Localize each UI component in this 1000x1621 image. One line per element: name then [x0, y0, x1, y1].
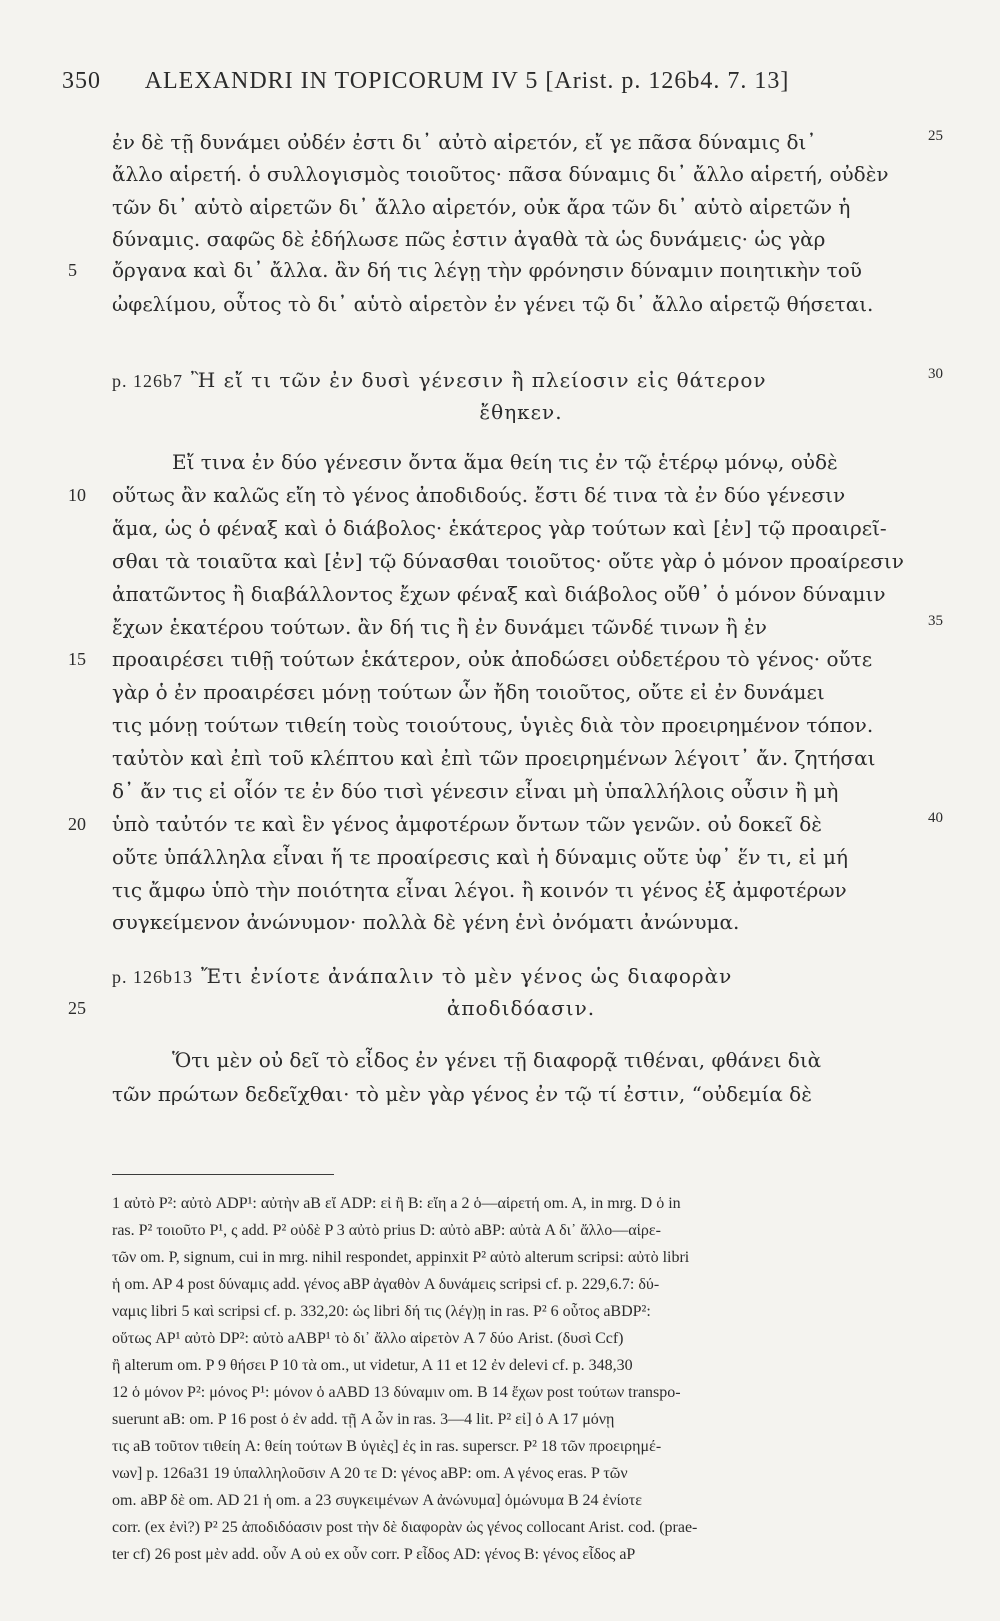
footnote-line: om. aBP δὲ om. AD 21 ἡ om. a 23 συγκειμένων A ἀνώνυμα] ὁμώνυμα B 24 ἐνίοτε: [112, 1492, 642, 1509]
text-line: [112, 398, 930, 426]
line-number: 25: [68, 998, 86, 1018]
text-line: [112, 810, 930, 838]
text-line: [112, 193, 930, 221]
footnote-rule: [112, 1174, 334, 1175]
text-line: [112, 448, 930, 476]
text-line: [112, 128, 930, 156]
line-text: ἔχων ἑκατέρου τούτων. ἂν δή τις ἢ ἐν δυνάμει τῶνδέ τινων ἢ ἐν: [112, 615, 767, 639]
footnote-line: νων] p. 126a31 19 ὑπαλληλοῦσιν A 20 τε D: γένος aBP: om. A γένος eras. P τῶν: [112, 1465, 628, 1482]
text-line: [112, 744, 930, 772]
line-text: τις ἄμφω ὑπὸ τὴν ποιότητα εἶναι λέγοι. ἢ κοινόν τι γένος ἐξ ἀμφοτέρων: [112, 878, 847, 902]
footnote-line: ras. P² τοιοῦτο P¹, ς add. P² οὐδὲ P 3 αὐτὸ prius D: αὐτὸ aBP: αὐτὰ A δι᾽ ἄλλο—αἱρε-: [112, 1222, 661, 1239]
running-header: [62, 68, 940, 95]
line-text: γὰρ ὁ ἐν προαιρέσει μόνῃ τούτων ὧν ἤδη τοιοῦτος, οὔτε εἰ ἐν δυνάμει: [112, 680, 825, 704]
line-text: ὄργανα καὶ δι᾽ ἄλλα. ἂν δή τις λέγῃ τὴν φρόνησιν δύναμιν ποιητικὴν τοῦ: [112, 258, 862, 282]
text-line: [112, 994, 930, 1022]
text-line: [112, 481, 930, 509]
line-number: 15: [68, 649, 86, 669]
footnote-line: 12 ὁ μόνον P²: μόνος P¹: μόνον ὁ aABD 13 δύναμιν om. B 14 ἔχων post τούτων transpo-: [112, 1384, 681, 1401]
margin-line-number: 30: [928, 366, 943, 382]
line-number: 10: [68, 485, 86, 505]
line-text: Ἔτι ἐνίοτε ἀνάπαλιν τὸ μὲν γένος ὡς διαφορὰν: [201, 964, 733, 988]
margin-line-number: 25: [928, 128, 943, 144]
line-text: δύναμις. σαφῶς δὲ ἐδήλωσε πῶς ἐστιν ἀγαθὰ τὰ ὡς δυνάμεις· ὡς γὰρ: [112, 227, 826, 251]
footnote-line: οὕτως AP¹ αὐτὸ DP²: αὐτὸ aABP¹ τὸ δι᾽ ἄλλο αἱρετὸν A 7 δύο Arist. (δυσὶ Ccf): [112, 1330, 624, 1347]
text-line: [112, 645, 930, 673]
footnote-line: corr. (ex ἐνὶ?) P² 25 ἀποδιδόασιν post τὴν δὲ διαφορὰν ὡς γένος collocant Arist. cod. (prae-: [112, 1519, 698, 1536]
line-text: Ὅτι μὲν οὐ δεῖ τὸ εἶδος ἐν γένει τῇ διαφορᾷ τιθέναι, φθάνει διὰ: [172, 1048, 822, 1072]
line-text: ταὐτὸν καὶ ἐπὶ τοῦ κλέπτου καὶ ἐπὶ τῶν προειρημένων λέγοιτ᾽ ἄν. ζητήσαι: [112, 746, 876, 770]
text-line: [112, 366, 930, 395]
line-text: σθαι τὰ τοιαῦτα καὶ [ἐν] τῷ δύνασθαι τοιοῦτος· οὔτε γὰρ ὁ μόνον προαίρεσιν: [112, 549, 904, 573]
text-line: [112, 1080, 930, 1108]
footnote-line: suerunt aB: om. P 16 post ὁ ἐν add. τῇ A ὧν in ras. 3—4 lit. P² εἰ] ὁ A 17 μόνῃ: [112, 1411, 615, 1428]
text-line: [112, 514, 930, 542]
line-text: ὑπὸ ταὐτόν τε καὶ ἓν γένος ἀμφοτέρων ὄντων τῶν γενῶν. οὐ δοκεῖ δὲ: [112, 812, 823, 836]
line-text: ἀπατῶντος ἢ διαβάλλοντος ἔχων φέναξ καὶ διάβολος οὔθ᾽ ὁ μόνον δύναμιν: [112, 582, 886, 606]
footnote-line: 1 αὐτὸ P²: αὐτὸ ADP¹: αὐτὴν aB εἴ ADP: εἰ ἢ B: εἴη a 2 ὁ—αἱρετή om. A, in mrg. D ὁ in: [112, 1195, 681, 1212]
line-text: οὕτως ἂν καλῶς εἴη τὸ γένος ἀποδιδούς. ἔστι δέ τινα τὰ ἐν δύο γένεσιν: [112, 483, 846, 507]
line-text: Ἢ εἴ τι τῶν ἐν δυσὶ γένεσιν ἢ πλείοσιν εἰς θάτερον: [191, 368, 767, 392]
footnote-line: τις aB τοῦτον τιθείη A: θείη τούτων B ὑγιὲς] ἐς in ras. superscr. P² 18 τῶν προειρημέ-: [112, 1438, 662, 1455]
text-line: [112, 160, 930, 188]
text-line: [112, 777, 930, 805]
footnote-line: τῶν om. P, signum, cui in mrg. nihil respondet, appinxit P² αὐτὸ alterum scripsi: αὐτὸ libri: [112, 1249, 690, 1266]
text-line: [112, 678, 930, 706]
line-number: 20: [68, 814, 86, 834]
text-line: [112, 843, 930, 871]
footnote-line: ter cf) 26 post μὲν add. οὖν A οὐ ex οὖν corr. P εἶδος AD: γένος B: γένος εἶδος aP: [112, 1546, 636, 1563]
footnote-line: ἢ alterum om. P 9 θήσει P 10 τὰ om., ut videtur, A 11 et 12 ἐν delevi cf. p. 348,30: [112, 1357, 633, 1374]
text-line: [112, 256, 930, 284]
line-text: ὠφελίμου, οὗτος τὸ δι᾽ αὑτὸ αἱρετὸν ἐν γένει τῷ δι᾽ ἄλλο αἱρετῷ θήσεται.: [112, 292, 874, 316]
line-text: ἄλλο αἱρετή. ὁ συλλογισμὸς τοιοῦτος· πᾶσα δύναμις δι᾽ ἄλλο αἱρετή, οὐδὲν: [112, 162, 889, 186]
text-line: [112, 1046, 930, 1074]
text-line: [112, 711, 930, 739]
running-title: ALEXANDRI IN TOPICORUM IV 5 [Arist. p. 126b4. 7. 13]: [144, 68, 790, 94]
page-number: 350: [62, 68, 101, 94]
line-text: προαιρέσει τιθῇ τούτων ἑκάτερον, οὐκ ἀποδώσει οὐδετέρου τὸ γένος· οὔτε: [112, 647, 873, 671]
footnote-line: ναμις libri 5 καὶ scripsi cf. p. 332,20: ὡς libri δή τις (λέγ)ῃ in ras. P² 6 οὗτος aBDP²:: [112, 1303, 651, 1320]
line-text: ἐν δὲ τῇ δυνάμει οὐδέν ἐστι δι᾽ αὐτὸ αἱρετόν, εἴ γε πᾶσα δύναμις δι᾽: [112, 130, 817, 154]
line-text: τις μόνῃ τούτων τιθείη τοὺς τοιούτους, ὑγιὲς διὰ τὸν προειρημένον τόπον.: [112, 713, 874, 737]
margin-line-number: 35: [928, 613, 943, 629]
text-line: [112, 225, 930, 253]
text-line: [112, 876, 930, 904]
margin-line-number: 40: [928, 810, 943, 826]
footnote-line: ἡ om. AP 4 post δύναμις add. γένος aBP ἀγαθὸν A δυνάμεις scripsi cf. p. 229,6.7: δύ-: [112, 1276, 660, 1293]
text-line: [112, 580, 930, 608]
line-text: ἀποδιδόασιν.: [446, 996, 596, 1020]
text-line: [112, 908, 930, 936]
aristotle-reference: p. 126b7: [112, 371, 183, 391]
line-text: Εἴ τινα ἐν δύο γένεσιν ὄντα ἅμα θείη τις ἐν τῷ ἑτέρῳ μόνῳ, οὐδὲ: [172, 450, 838, 474]
text-line: [112, 290, 930, 318]
text-line: [112, 613, 930, 641]
line-text: συγκείμενον ἀνώνυμον· πολλὰ δὲ γένη ἑνὶ ὀνόματι ἀνώνυμα.: [112, 910, 740, 934]
line-text: δ᾽ ἄν τις εἰ οἷόν τε ἐν δύο τισὶ γένεσιν εἶναι μὴ ὑπαλλήλοις οὖσιν ἢ μὴ: [112, 779, 839, 803]
line-text: οὔτε ὑπάλληλα εἶναι ἥ τε προαίρεσις καὶ ἡ δύναμις οὔτε ὑφ᾽ ἕν τι, εἰ μή: [112, 845, 849, 869]
line-text: ἔθηκεν.: [479, 400, 563, 424]
line-text: τῶν πρώτων δεδεῖχθαι· τὸ μὲν γὰρ γένος ἐν τῷ τί ἐστιν, “οὐδεμία δὲ: [112, 1082, 812, 1106]
text-line: [112, 547, 930, 575]
line-number: 5: [68, 260, 77, 280]
aristotle-reference: p. 126b13: [112, 967, 193, 987]
line-text: ἅμα, ὡς ὁ φέναξ καὶ ὁ διάβολος· ἑκάτερος γὰρ τούτων καὶ [ἐν] τῷ προαιρεῖ-: [112, 516, 887, 540]
line-text: τῶν δι᾽ αὑτὸ αἱρετῶν δι᾽ ἄλλο αἱρετόν, οὐκ ἄρα τῶν δι᾽ αὑτὸ αἱρετῶν ἡ: [112, 195, 851, 219]
text-line: [112, 962, 930, 991]
